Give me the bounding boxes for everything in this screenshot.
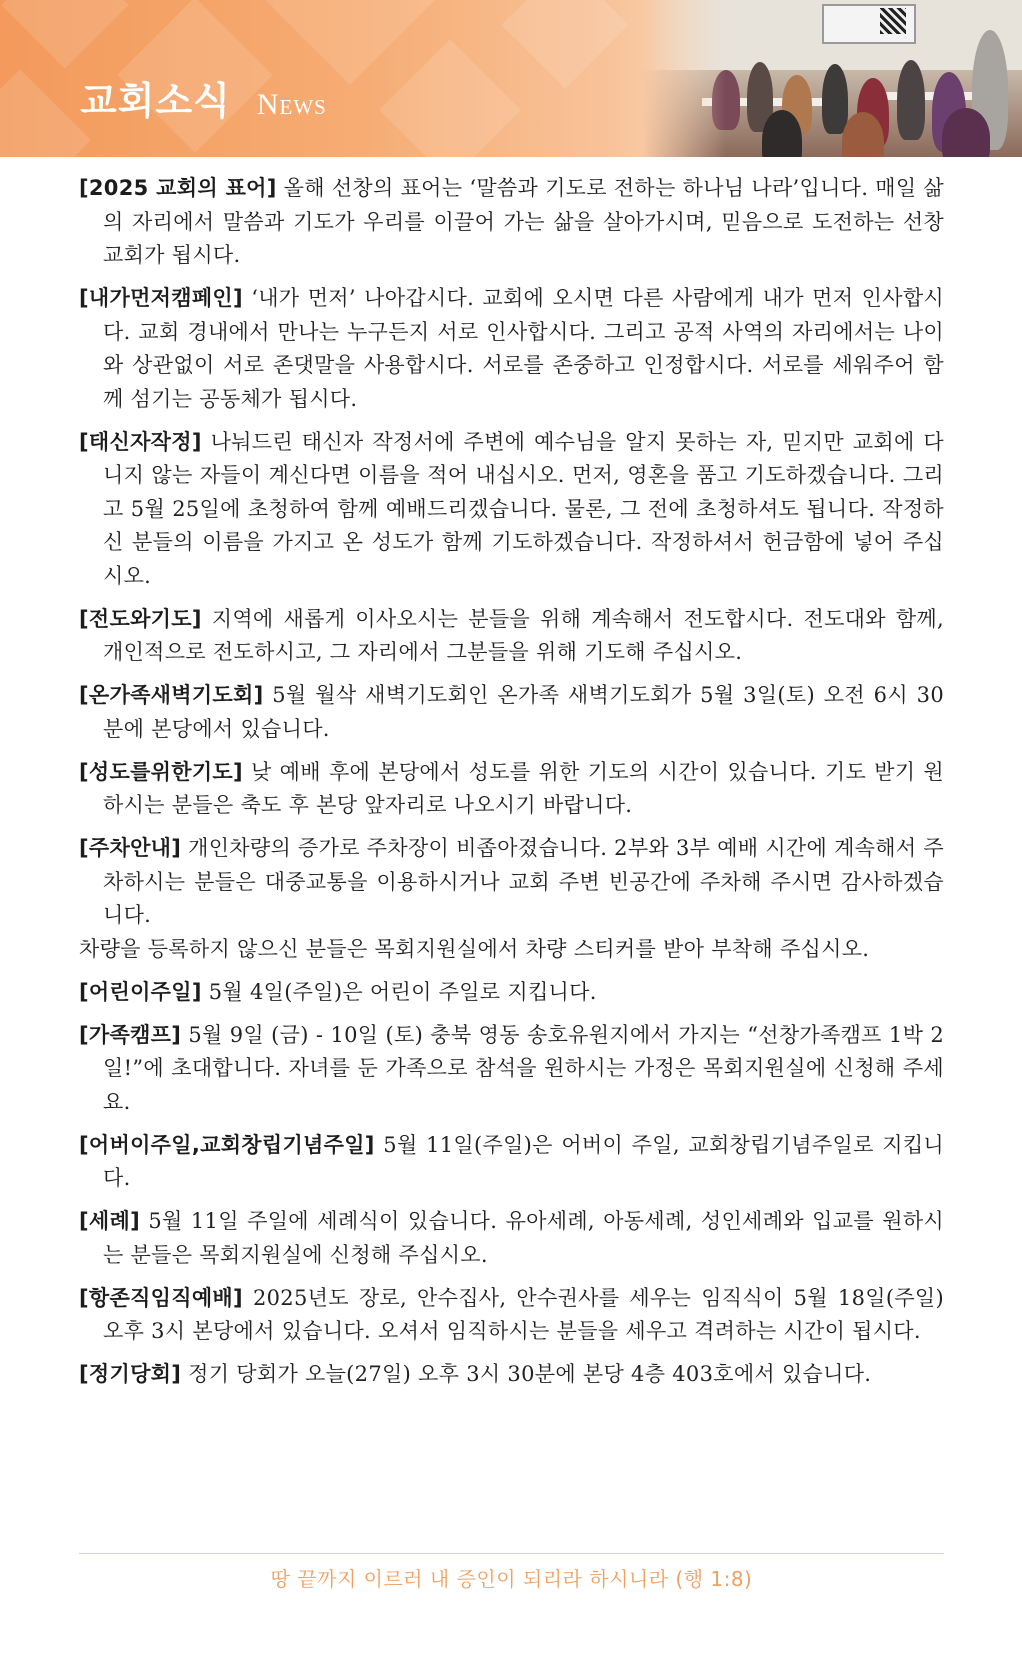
news-list [79,172,944,1401]
item-text: 지역에 새롭게 이사오시는 분들을 위해 계속해서 전도합시다. 전도대와 함께, 개인적으로 전도하시고, 그 자리에서 그분들을 위해 기도해 주십시오. [103,606,944,664]
title-korean: 교회소식 [80,79,231,123]
item-text: 나눠드린 태신자 작정서에 주변에 예수님을 알지 못하는 자, 믿지만 교회에 다니지 않는 자들이 계신다면 이름을 적어 내십시오. 먼저, 영혼을 품고 기도하겠습니다. 그리고 5월 25일에 초청하여 함께 예배드리겠습니다. 물론, 그 전에 초청하셔도 됩니다. 작정하신 분들의 이름을 가지고 온 성도가 함께 기도하겠습니다. 작정하셔서 헌금함에 넣어 주십시오. [103,429,944,588]
news-item-evangelism-prayer [79,603,944,670]
news-item-session-meeting [79,1358,944,1392]
news-item-baptism [79,1205,944,1272]
item-tag: [전도와기도] [79,606,202,631]
item-text: 5월 11일(주일)은 어버이 주일, 교회창립기념주일로 지킵니다. [103,1132,944,1190]
footer-divider [79,1553,944,1554]
item-text: 5월 11일 주일에 세례식이 있습니다. 유아세례, 아동세례, 성인세례와 입교를 원하시는 분들은 목회지원실에 신청해 주십시오. [103,1209,944,1267]
item-text: 5월 월삭 새벽기도회인 온가족 새벽기도회가 5월 3일(토) 오전 6시 30분에 본당에서 있습니다. [103,683,944,741]
news-item-childrens-day [79,976,944,1010]
item-text: 개인차량의 증가로 주차장이 비좁아졌습니다. 2부와 3부 예배 시간에 계속해서 주차하시는 분들은 대중교통을 이용하시거나 교회 주변 빈공간에 주차해 주시면 감사하겠습니다. [103,836,944,927]
news-item-prayer-for-saints [79,756,944,823]
news-item-prospect-pledge [79,426,944,594]
footer-verse: 땅 끝까지 이르러 내 증인이 되리라 하시니라 (행 1:8) [270,1567,753,1591]
news-item-family-dawn-prayer [79,679,944,746]
item-tag: [가족캠프] [79,1022,182,1047]
item-text: 5월 4일(주일)은 어린이 주일로 지킵니다. [208,979,597,1004]
congregation-photo [642,0,1022,157]
item-text: ‘내가 먼저’ 나아갑시다. 교회에 오시면 다른 사람에게 내가 먼저 인사합시다. 교회 경내에서 만나는 누구든지 서로 인사합시다. 그리고 공적 사역의 자리에서는 나이와 상관없이 서로 존댓말을 사용합시다. 서로를 존중하고 인정합시다. 서로를 세워주어 함께 섬기는 공동체가 됩시다. [103,286,944,411]
news-item-ordination [79,1282,944,1349]
item-tag: [태신자작정] [79,429,202,454]
news-item-me-first-campaign [79,282,944,416]
item-text: 2025년도 장로, 안수집사, 안수권사를 세우는 임직식이 5월 18일(주일) 오후 3시 본당에서 있습니다. 오셔서 임직하시는 분들을 세우고 격려하는 시간이 됩시다. [103,1285,944,1343]
item-tag: [온가족새벽기도회] [79,683,264,707]
news-item-family-camp [79,1019,944,1120]
item-text: 낮 예배 후에 본당에서 성도를 위한 기도의 시간이 있습니다. 기도 받기 원하시는 분들은 축도 후 본당 앞자리로 나오시기 바랍니다. [103,759,944,817]
item-tag: [성도를위한기도] [79,759,243,784]
item-tag: [어린이주일] [79,979,202,1004]
item-tag: [정기당회] [79,1362,182,1386]
item-text: 올해 선창의 표어는 ‘말씀과 기도로 전하는 하나님 나라’입니다. 매일 삶의 자리에서 말씀과 기도가 우리를 이끌어 가는 삶을 살아가시며, 믿음으로 도전하는 선창교회가 됩시다. [103,176,945,267]
item-text: 5월 9일 (금) - 10일 (토) 충북 영동 송호유원지에서 가지는 “선창가족캠프 1박 2일!”에 초대합니다. 자녀를 둔 가족으로 참석을 원하시는 가정은 목회지원실에 신청해 주세요. [103,1022,944,1114]
item-tag: [주차안내] [79,836,182,860]
title-english: News [256,88,327,121]
item-text: 정기 당회가 오늘(27일) 오후 3시 30분에 본당 4층 403호에서 있습니다. [188,1362,872,1386]
item-tag: [세례] [79,1209,140,1233]
news-item-parents-anniversary [79,1129,944,1196]
item-tag: [항존직임직예배] [79,1285,243,1310]
item-text-continued: 차량을 등록하지 않으신 분들은 목회지원실에서 차량 스티커를 받아 부착해 주십시오. [79,936,870,961]
item-tag: [어버이주일,교회창립기념주일] [79,1132,375,1157]
news-item-parking [79,832,944,966]
item-tag: [내가먼저캠페인] [79,286,243,310]
news-item-motto [79,172,944,273]
news-header [0,0,1022,157]
item-tag: [2025 교회의 표어] [79,176,277,200]
section-title [80,70,327,125]
